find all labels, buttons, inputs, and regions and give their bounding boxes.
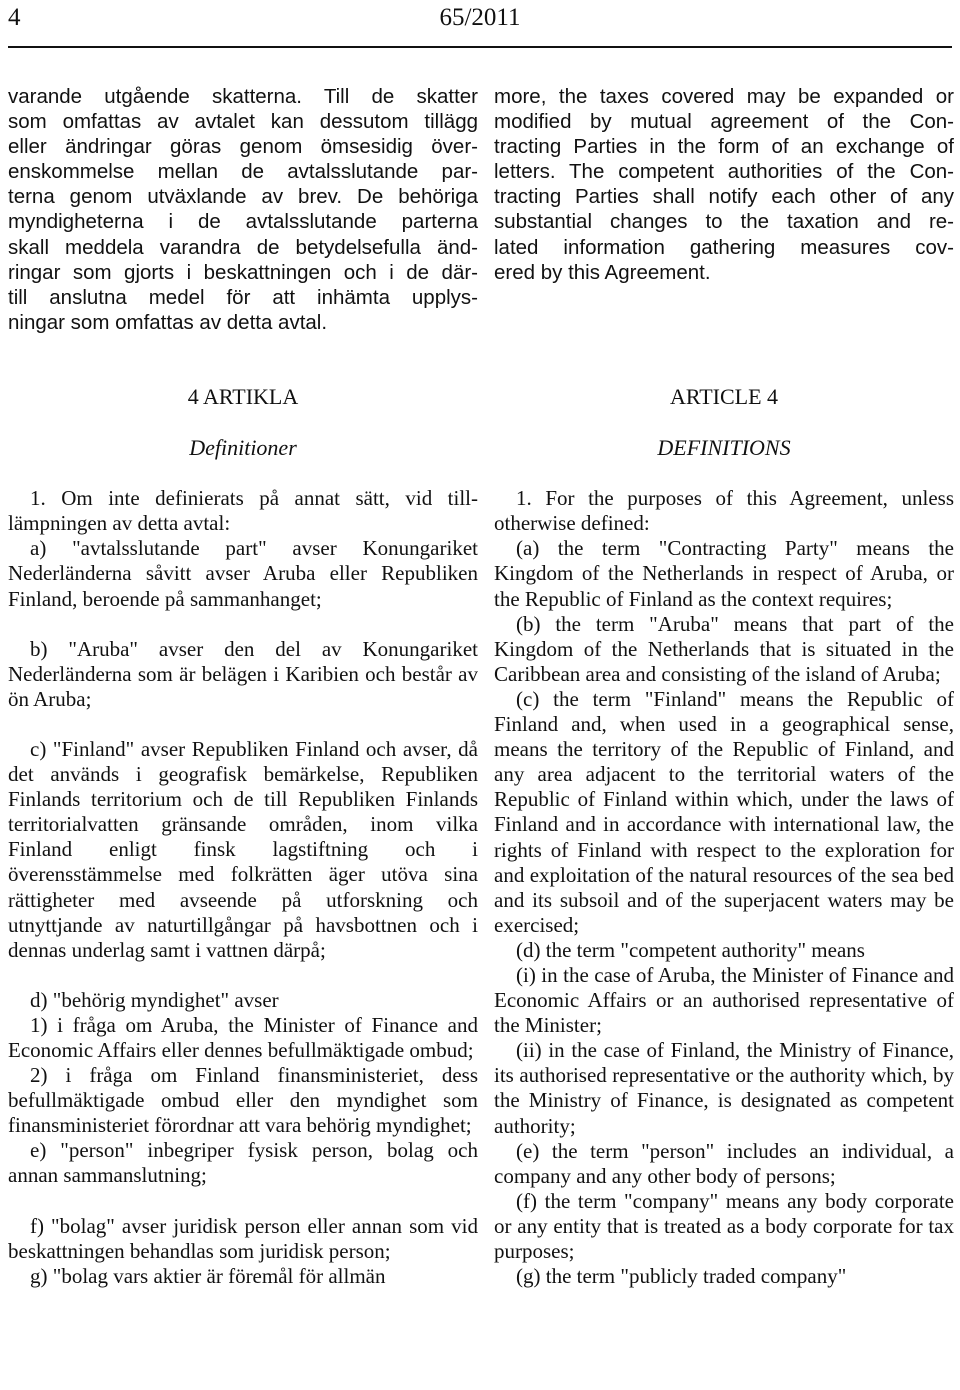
definition-f: (f) the term "company" means any body corporate or any entity that is treated as a body corporate for tax purposes; xyxy=(494,1188,954,1263)
text-line: myndigheterna i de avtalsslutande parterna xyxy=(8,210,478,234)
sv-continued-text xyxy=(8,84,478,335)
definition-g: g) "bolag vars aktier är föremål för allmän xyxy=(30,1263,386,1288)
header-rule xyxy=(8,46,952,48)
paragraph: 1. For the purposes of this Agreement, unless otherwise defined: xyxy=(494,486,954,536)
definition-e: e) "person" inbegriper fysisk person, bolag och annan sammanslutning; xyxy=(8,1138,478,1188)
definition-a: a) "avtalsslutande part" avser Konungariket Nederländerna såvitt avser Aruba eller Republiken Finland, beroende på sammanhanget; xyxy=(8,536,478,611)
text-line: substantial changes to the taxation and re- xyxy=(494,210,954,234)
text-line: eller ändringar göras genom ömsesidig över- xyxy=(8,135,478,159)
definition-b: b) "Aruba" avser den del av Konungariket Nederländerna som är belägen i Karibien och består av ön Aruba; xyxy=(8,636,478,711)
paragraph: 1. Om inte definierats på annat sätt, vid till-lämpningen av detta avtal: xyxy=(8,486,478,536)
definition-c: (c) the term "Finland" means the Republic of Finland and, when used in a geographical sense, means the territory of the Republic of Finland, and any area adjacent to the territorial waters of the Republic of Finland within which, under the laws of Finland and in accordance with international law, the rights of Finland with respect to the exploration for and exploitation of the natural resources of the sea bed and its subsoil and of the superjacent waters may be exercised; xyxy=(494,686,954,937)
text-line: till anslutna medel för att inhämta upplys- xyxy=(8,285,478,309)
page-number: 4 xyxy=(8,4,21,31)
issue-number: 65/2011 xyxy=(439,4,521,31)
definition-e: (e) the term "person" includes an individual, a company and any other body of persons; xyxy=(494,1138,954,1188)
text-line: ered by this Agreement. xyxy=(494,260,711,284)
text-line: skall meddela varandra de betydelsefulla änd- xyxy=(8,235,478,259)
sv-article xyxy=(8,384,478,1289)
article-subheading: DEFINITIONS xyxy=(657,435,791,461)
definition-f: f) "bolag" avser juridisk person eller annan som vid beskattningen behandlas som juridisk person; xyxy=(8,1213,478,1263)
text-line: more, the taxes covered may be expanded or xyxy=(494,85,954,108)
definition-g: (g) the term "publicly traded company" xyxy=(516,1264,847,1289)
article-heading: ARTICLE 4 xyxy=(669,384,779,409)
text-line: ningar som omfattas av detta avtal. xyxy=(8,310,328,334)
text-line: tracting Parties shall notify each other of any xyxy=(494,185,954,209)
definition-d: (d) the term "competent authority" means xyxy=(516,937,865,962)
text-line: modified by mutual agreement of the Con- xyxy=(494,110,954,134)
text-line: som omfattas av avtalet kan dessutom tillägg xyxy=(8,110,478,134)
text-line: tracting Parties in the form of an exchange of xyxy=(494,135,954,159)
definition-d1: 1) i fråga om Aruba, the Minister of Finance and Economic Affairs eller dennes befullmäktigade ombud; xyxy=(8,1012,478,1062)
text-line: terna genom utväxlande av brev. De behöriga xyxy=(8,185,478,209)
en-continued-text xyxy=(494,84,954,285)
definition-d1: (i) in the case of Aruba, the Minister of Finance and Economic Affairs or an authorised representative of the Minister; xyxy=(494,962,954,1038)
text-line: lated information gathering measures cov- xyxy=(494,235,954,259)
article-heading: 4 ARTIKLA xyxy=(187,384,299,409)
definition-d2: 2) i fråga om Finland finansministeriet, dess befullmäktigade ombud eller den myndighet som finansministeriet förordnar att vara behörig myndighet; xyxy=(8,1063,478,1138)
definition-d: d) "behörig myndighet" avser xyxy=(30,987,279,1012)
article-subheading: Definitioner xyxy=(189,435,297,461)
definition-b: (b) the term "Aruba" means that part of the Kingdom of the Netherlands that is situated in the Caribbean area and consisting of the island of Aruba; xyxy=(494,611,954,686)
text-line: enskommelse mellan de avtalsslutande par- xyxy=(8,160,478,184)
text-line: varande utgående skatterna. Till de skatter xyxy=(8,85,478,108)
definition-d2: (ii) in the case of Finland, the Ministry of Finance, its authorised representative or the authority which, by the Ministry of Finance, is designated as competent authority; xyxy=(494,1038,954,1138)
en-article xyxy=(494,384,954,1289)
definition-a: (a) the term "Contracting Party" means the Kingdom of the Netherlands in respect of Aruba, or the Republic of Finland as the context requires; xyxy=(494,536,954,611)
text-line: ringar som gjorts i beskattningen och i de där- xyxy=(8,260,478,284)
text-line: letters. The competent authorities of the Con- xyxy=(494,160,954,184)
definition-c: c) "Finland" avser Republiken Finland och avser, då det används i geografisk bemärkelse, Republiken Finlands territorium och de till Republiken Finlands territorialvatten gränsande områden, inom vilka Finland enligt finsk lagstiftning och i överensstämmelse med folkrätten äger utöva sina rättigheter med avseende på utforskning och utnyttjande av naturtillgångar på havsbottnen och i dennas underlag samt i vattnen därpå; xyxy=(8,736,478,962)
